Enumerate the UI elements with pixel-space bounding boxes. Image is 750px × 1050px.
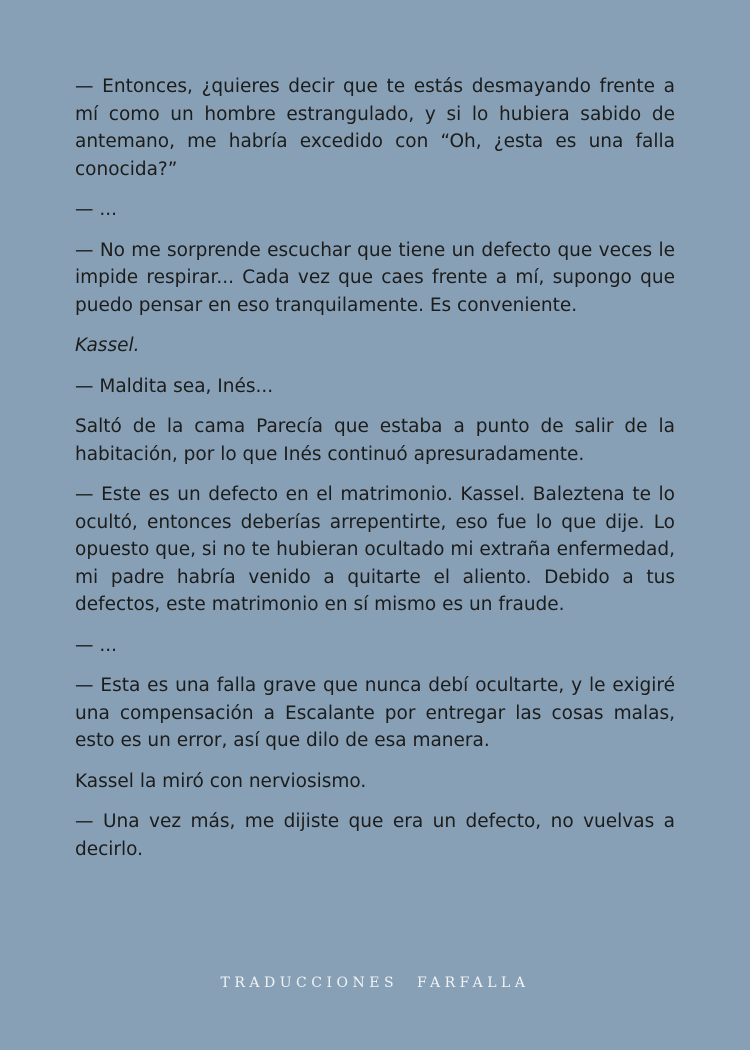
page-body xyxy=(75,73,675,876)
paragraph-10: Kassel la miró con nerviosismo. xyxy=(75,770,367,792)
paragraph-2: — ... xyxy=(75,199,118,220)
paragraph-5: — Maldita sea, Inés... xyxy=(75,375,274,397)
publisher-footer: TRADUCCIONES FARFALLA xyxy=(220,975,530,991)
paragraph-1: — Entonces, ¿quieres decir que te estás desmayando frente a mí como un hombre estrangulado, y si lo hubiera sabido de antemano, me habría excedido con “Oh, ¿esta es una falla conocida?” xyxy=(75,76,675,180)
paragraph-11: — Una vez más, me dijiste que era un defecto, no vuelvas a decirlo. xyxy=(75,811,675,860)
paragraph-3: — No me sorprende escuchar que tiene un defecto que veces le impide respirar... Cada vez que caes frente a mí, supongo que puedo pensar en eso tranquilamente. Es conveniente. xyxy=(75,239,675,316)
paragraph-7: — Este es un defecto en el matrimonio. Kassel. Baleztena te lo ocultó, entonces deberías arrepentirte, eso fue lo que dije. Lo opuesto que, si no te hubieran ocultado mi extraña enfermedad, mi padre habría venido a quitarte el aliento. Debido a tus defectos, este matrimonio en sí mismo es un fraude. xyxy=(75,484,675,615)
paragraph-8: — ... xyxy=(75,634,118,656)
paragraph-6: Saltó de la cama Parecía que estaba a punto de salir de la habitación, por lo que Inés continuó apresuradamente. xyxy=(75,416,675,465)
paragraph-4: Kassel. xyxy=(75,335,140,356)
paragraph-9: — Esta es una falla grave que nunca debí ocultarte, y le exigiré una compensación a Escalante por entregar las cosas malas, esto es un error, así que dilo de esa manera. xyxy=(75,675,675,751)
